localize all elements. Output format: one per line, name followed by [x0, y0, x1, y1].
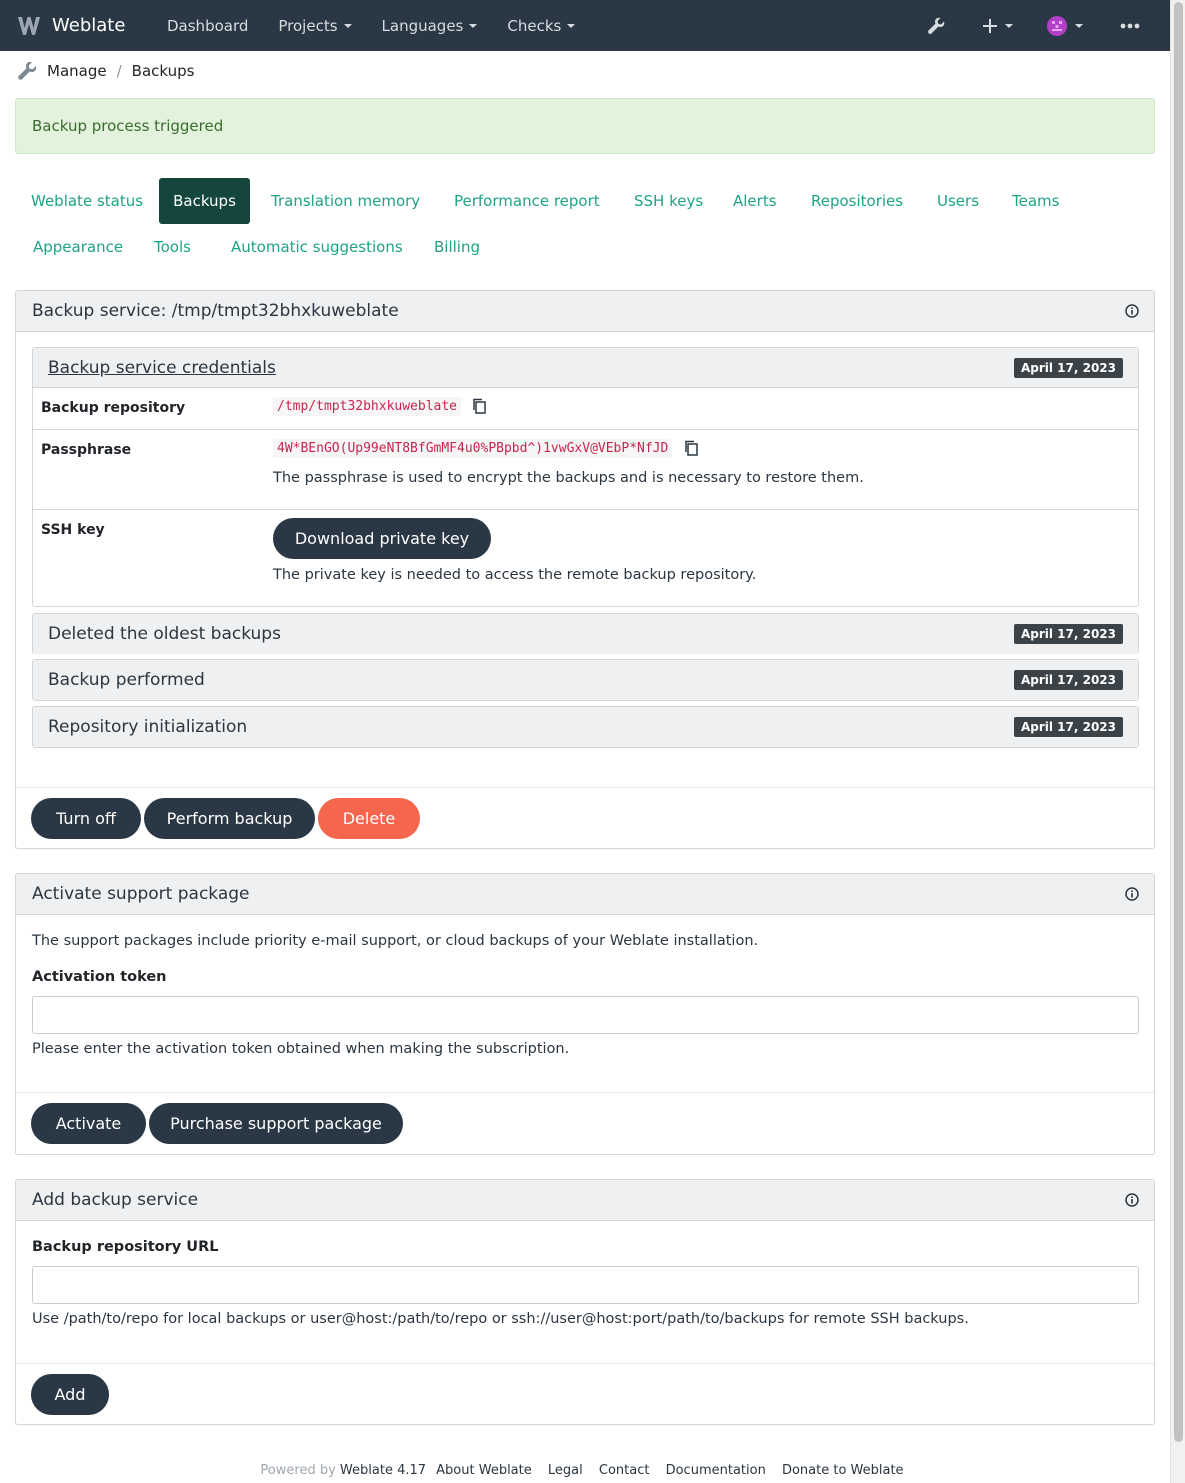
top-navbar [0, 0, 1170, 51]
tab-label: Tools [154, 238, 191, 256]
repository-label: Backup repository [41, 400, 186, 416]
log-entry[interactable] [32, 613, 1139, 654]
activate-button[interactable] [31, 1103, 146, 1144]
passphrase-label: Passphrase [41, 442, 132, 458]
tab-label: Appearance [33, 238, 124, 256]
repository-value: /tmp/tmpt32bhxkuweblate [273, 397, 461, 416]
date-badge: April 17, 2023 [1014, 717, 1123, 737]
tab-automatic-suggestions[interactable] [215, 224, 419, 270]
tab-label: Performance report [454, 192, 600, 210]
page-scrollbar[interactable] [1170, 0, 1185, 1483]
backup-service-card [15, 290, 1155, 849]
info-icon[interactable] [1125, 304, 1139, 318]
info-icon[interactable] [1125, 1193, 1139, 1207]
ssh-key-help: The private key is needed to access the remote backup repository. [273, 567, 757, 583]
passphrase-row [33, 429, 1138, 509]
nav-languages-label: Languages [381, 16, 464, 35]
breadcrumb [0, 51, 1170, 91]
page [0, 0, 1170, 91]
ssh-key-row [33, 509, 1138, 606]
date-badge: April 17, 2023 [1014, 670, 1123, 690]
log-entry[interactable] [32, 706, 1139, 748]
purchase-support-button[interactable] [149, 1103, 403, 1144]
backup-service-title: Backup service: /tmp/tmpt32bhxkuweblate [32, 301, 399, 321]
delete-button[interactable] [318, 798, 420, 839]
navbar-right [910, 0, 1170, 51]
support-package-footer [16, 1092, 1154, 1154]
tab-label: Users [937, 192, 980, 210]
nav-dashboard[interactable] [152, 0, 263, 51]
tab-label: Weblate status [31, 192, 144, 210]
add-backup-card [15, 1179, 1155, 1425]
breadcrumb-separator: / [116, 62, 122, 80]
credentials-panel [32, 347, 1139, 607]
tab-repositories[interactable] [795, 178, 919, 224]
passphrase-value-wrap [273, 440, 699, 456]
copy-icon[interactable] [683, 440, 699, 456]
tab-performance-report[interactable] [438, 178, 616, 224]
download-private-key-label: Download private key [294, 529, 470, 548]
nav-checks-label: Checks [507, 16, 562, 35]
tab-label: Teams [1012, 192, 1060, 210]
backup-url-input[interactable] [32, 1266, 1139, 1304]
tab-ssh-keys[interactable] [618, 178, 719, 224]
activation-token-help: Please enter the activation token obtained when making the subscription. [32, 1041, 570, 1057]
tab-label: Repositories [811, 192, 904, 210]
log-entry-header [33, 707, 1138, 747]
support-package-header [16, 874, 1154, 915]
tab-users[interactable] [921, 178, 995, 224]
wrench-icon [16, 60, 38, 82]
activation-token-label: Activation token [32, 969, 167, 985]
passphrase-value: 4W*BEnGO(Up99eNT8BfGmMF4u0%PBpbd^)1vwGxV@VEbP*NfJD [273, 439, 672, 458]
powered-by-text: Powered by [260, 1463, 336, 1478]
tab-label: Translation memory [271, 192, 421, 210]
scrollbar-thumb[interactable] [1174, 2, 1183, 1442]
nav-checks[interactable] [492, 0, 590, 51]
breadcrumb-manage[interactable]: Manage [47, 62, 107, 80]
add-backup-footer [16, 1363, 1154, 1425]
success-alert [15, 98, 1155, 154]
footer-about-link[interactable]: About Weblate [436, 1463, 532, 1478]
tab-label: Alerts [733, 192, 777, 210]
chevron-down-icon [1005, 24, 1013, 28]
tab-label: SSH keys [634, 192, 704, 210]
activate-label: Activate [55, 1114, 122, 1133]
backup-service-footer [16, 787, 1154, 849]
credentials-title[interactable]: Backup service credentials [48, 357, 276, 378]
footer-contact-link[interactable]: Contact [598, 1463, 650, 1478]
nav-projects[interactable] [263, 0, 366, 51]
info-icon[interactable] [1125, 887, 1139, 901]
activation-token-input[interactable] [32, 996, 1139, 1034]
tab-alerts[interactable] [717, 178, 793, 224]
tab-teams[interactable] [996, 178, 1075, 224]
copy-icon[interactable] [471, 398, 487, 414]
credentials-header[interactable] [33, 348, 1138, 388]
user-menu[interactable] [1036, 0, 1094, 51]
log-entry-header [33, 660, 1138, 700]
purchase-support-label: Purchase support package [170, 1114, 382, 1133]
repository-value-wrap [273, 398, 487, 414]
log-entry-title: Repository initialization [48, 717, 248, 737]
chevron-down-icon [1075, 24, 1083, 28]
backup-url-help: Use /path/to/repo for local backups or user@host:/path/to/repo or ssh://user@host:port/path/to/backups for remote SSH backups. [32, 1311, 969, 1327]
log-entry[interactable] [32, 659, 1139, 701]
weblate-logo-icon [16, 15, 42, 37]
turn-off-button[interactable] [31, 798, 141, 839]
date-badge: April 17, 2023 [1014, 624, 1123, 644]
brand-name: Weblate [52, 15, 126, 36]
passphrase-help: The passphrase is used to encrypt the backups and is necessary to restore them. [273, 470, 864, 486]
tab-billing[interactable] [418, 224, 496, 270]
tab-translation-memory[interactable] [255, 178, 436, 224]
brand-link[interactable] [16, 15, 140, 37]
add-button[interactable] [31, 1374, 109, 1415]
chevron-down-icon [469, 24, 477, 28]
add-backup-title: Add backup service [32, 1190, 199, 1210]
perform-backup-button[interactable] [144, 798, 315, 839]
alert-text: Backup process triggered [32, 117, 224, 135]
support-description: The support packages include priority e-mail support, or cloud backups of your Weblate installation. [32, 933, 759, 949]
add-backup-header [16, 1180, 1154, 1221]
chevron-down-icon [344, 24, 352, 28]
footer-legal-link[interactable]: Legal [547, 1463, 583, 1478]
footer-documentation-link[interactable]: Documentation [665, 1463, 766, 1478]
log-entry-title: Backup performed [48, 670, 205, 690]
wrench-icon[interactable] [910, 0, 962, 51]
support-package-card [15, 873, 1155, 1155]
breadcrumb-backups[interactable]: Backups [131, 62, 195, 80]
download-private-key-button[interactable] [273, 518, 491, 559]
plus-icon [983, 19, 997, 33]
nav-projects-label: Projects [278, 16, 338, 35]
tab-label: Backups [173, 192, 236, 210]
tab-backups[interactable] [159, 178, 250, 224]
log-entry-header [33, 614, 1138, 654]
delete-label: Delete [342, 809, 396, 828]
tab-appearance[interactable] [17, 224, 139, 270]
avatar [1047, 16, 1067, 36]
add-menu[interactable] [968, 0, 1028, 51]
turn-off-label: Turn off [56, 809, 116, 828]
more-icon[interactable] [1100, 0, 1160, 51]
backup-url-label: Backup repository URL [32, 1239, 219, 1255]
log-entry-title: Deleted the oldest backups [48, 624, 281, 644]
support-package-title: Activate support package [32, 884, 250, 904]
tab-label: Billing [434, 238, 480, 256]
nav-dashboard-label: Dashboard [167, 16, 249, 35]
date-badge: April 17, 2023 [1014, 358, 1123, 378]
add-label: Add [54, 1385, 86, 1404]
tab-tools[interactable] [138, 224, 207, 270]
footer-version-link[interactable]: Weblate 4.17 [339, 1463, 427, 1478]
ssh-key-label: SSH key [41, 522, 105, 538]
tab-label: Automatic suggestions [231, 238, 403, 256]
chevron-down-icon [567, 24, 575, 28]
perform-backup-label: Perform backup [166, 809, 293, 828]
footer-donate-link[interactable]: Donate to Weblate [781, 1463, 904, 1478]
nav-languages[interactable] [367, 0, 493, 51]
backup-service-header [16, 291, 1154, 332]
tab-weblate-status[interactable] [15, 178, 159, 224]
page-footer [0, 1463, 1170, 1478]
repository-row [33, 388, 1138, 429]
